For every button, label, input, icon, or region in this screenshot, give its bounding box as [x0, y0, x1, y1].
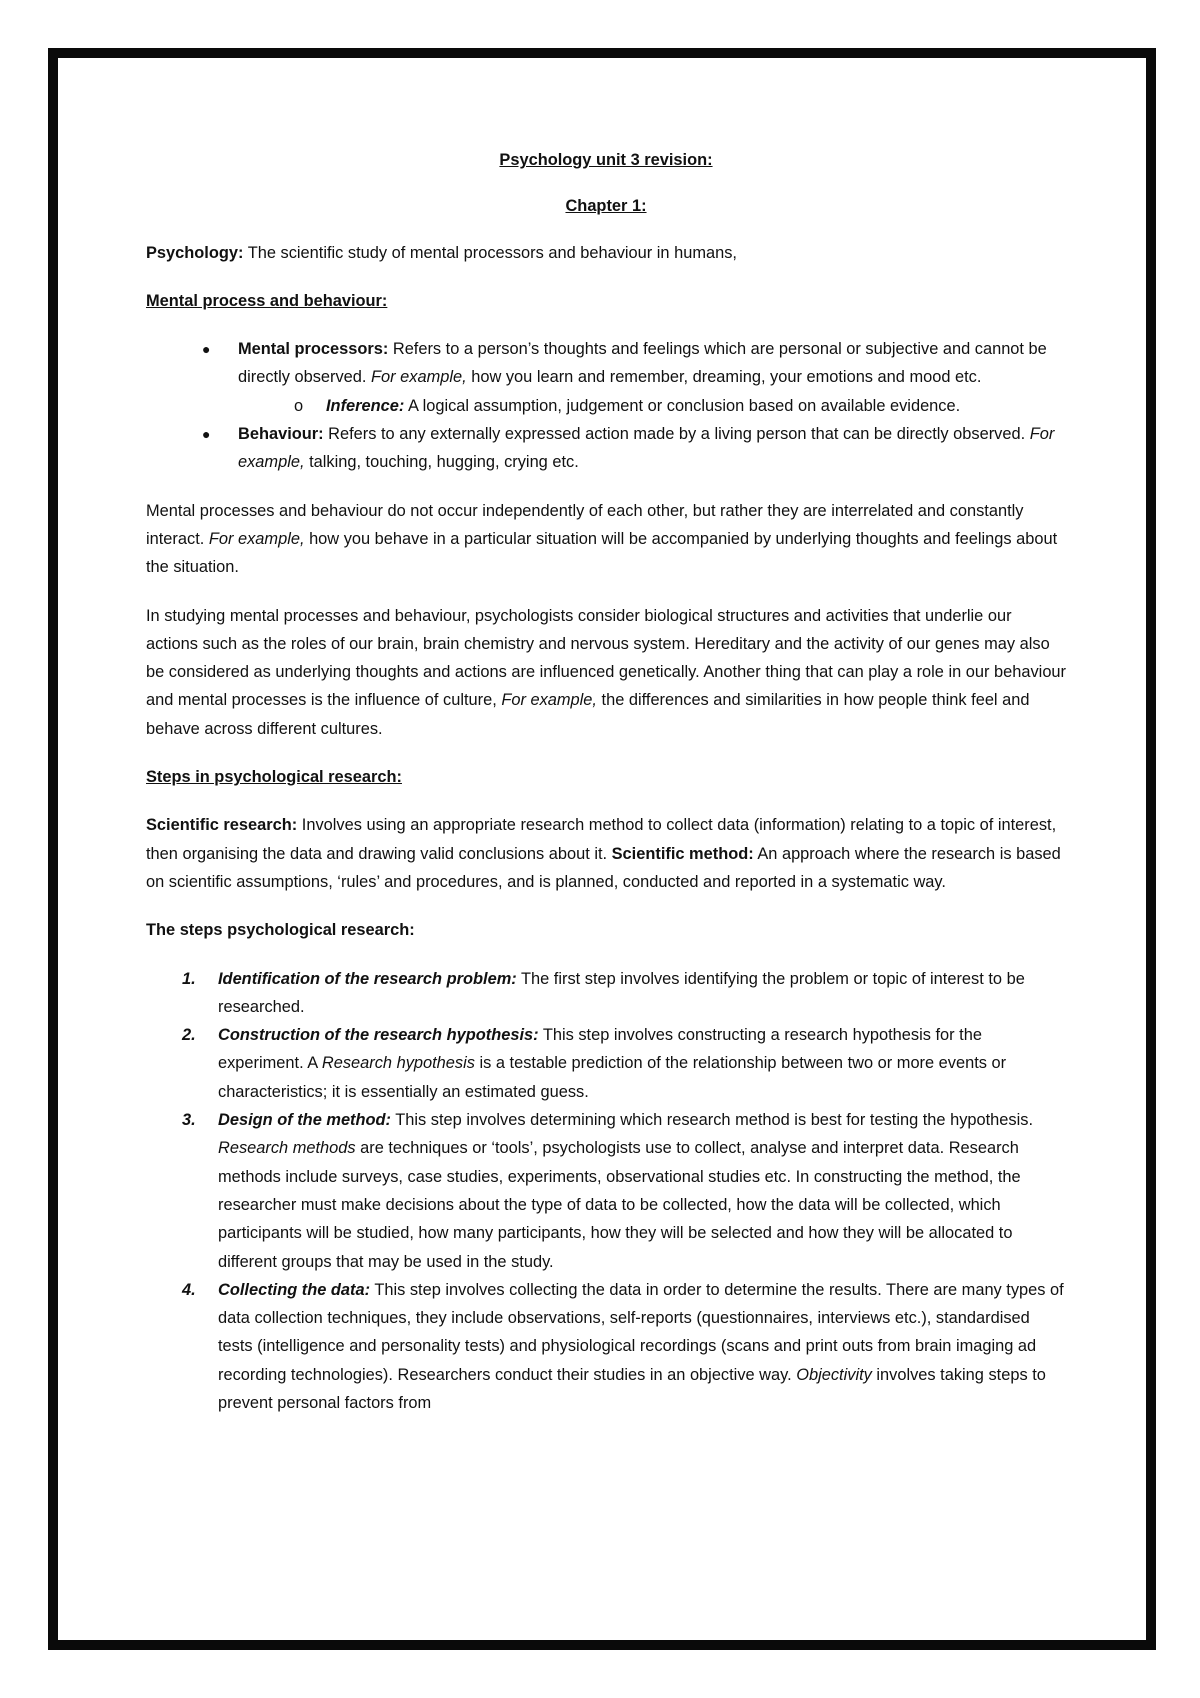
behaviour-term: Behaviour: — [238, 425, 324, 444]
sub-bullet-icon: o — [294, 396, 304, 415]
step-text: This step involves constructing a research hypothesis for the experiment. A — [218, 1026, 982, 1073]
behaviour-text-2: talking, touching, hugging, crying etc. — [304, 453, 579, 472]
paragraph-interrelation — [146, 497, 1066, 582]
paragraph-text-2: the differences and similarities in how people think feel and behave across different cultures. — [146, 691, 1030, 738]
mental-process-heading: Mental process and behaviour: — [146, 291, 388, 310]
list-item-step-1 — [146, 965, 1066, 1022]
step-number: 3. — [182, 1111, 196, 1130]
example-label: For example, — [501, 691, 597, 710]
list-item-step-4 — [146, 1276, 1066, 1417]
psychology-term: Psychology: — [146, 243, 244, 262]
scientific-method-term: Scientific method: — [611, 844, 754, 863]
definition-list — [146, 335, 1066, 476]
step-text-2: is a testable prediction of the relationship between two or more events or characteristics; it is essentially an estimated guess. — [218, 1054, 1007, 1101]
step-number: 4. — [182, 1280, 196, 1299]
step-italic-term: Objectivity — [796, 1365, 872, 1384]
scientific-research-paragraph — [146, 811, 1066, 896]
list-item-step-2 — [146, 1021, 1066, 1106]
step-text: This step involves collecting the data in order to determine the results. There are many types of data collection techniques, they include observations, self-reports (questionnaires, interviews etc.), standardised tests (intelligence and personality tests) and physiological recordings (scans and print outs from brain imaging ad recording technologies). Researchers conduct their studies in an objective way. — [218, 1280, 1064, 1384]
document-body — [146, 146, 1066, 1417]
step-term: Construction of the research hypothesis: — [218, 1026, 539, 1045]
paragraph-text: Mental processes and behaviour do not occur independently of each other, but rather they are interrelated and constantly interact. — [146, 501, 1024, 548]
step-number: 2. — [182, 1026, 196, 1045]
list-item-mental-processors — [146, 335, 1066, 420]
step-term: Collecting the data: — [218, 1280, 371, 1299]
step-italic-term: Research hypothesis — [321, 1054, 475, 1073]
bullet-icon: ● — [202, 426, 211, 443]
psychology-text: The scientific study of mental processors and behaviour in humans, — [243, 243, 737, 262]
list-item-step-3 — [146, 1106, 1066, 1276]
steps-heading: Steps in psychological research: — [146, 768, 402, 787]
mental-processors-term: Mental processors: — [238, 340, 389, 359]
scientific-method-text: An approach where the research is based on scientific assumptions, ‘rules’ and procedures, and is planned, conducted and reported in a systematic way. — [146, 844, 1061, 891]
scientific-research-term: Scientific research: — [146, 816, 298, 835]
step-text-2: are techniques or ‘tools’, psychologists use to collect, analyse and interpret data. Research methods include surveys, case studies, experiments, observational studies etc. In constructing the method, the researcher must make decisions about the type of data to be collected, how the data will be collected, which participants will be studied, how many participants, how they will be selected and how they will be allocated to different groups that may be used in the study. — [218, 1139, 1021, 1271]
paragraph-text-2: how you behave in a particular situation will be accompanied by underlying thoughts and feelings about the situation. — [146, 529, 1058, 577]
scientific-research-text: Involves using an appropriate research method to collect data (information) relating to a topic of interest, then organising the data and drawing valid conclusions about it. — [146, 816, 1057, 863]
step-term: Design of the method: — [218, 1111, 392, 1130]
document-title: Psychology unit 3 revision: — [499, 151, 713, 169]
step-italic-term: Research methods — [218, 1139, 356, 1158]
behaviour-text: Refers to any externally expressed action made by a living person that can be directly observed. — [323, 425, 1030, 444]
psychology-definition — [146, 239, 1066, 267]
inference-text: A logical assumption, judgement or conclusion based on available evidence. — [404, 396, 961, 415]
chapter-heading: Chapter 1: — [565, 197, 647, 216]
step-text-2: involves taking steps to prevent personal factors from — [218, 1365, 1046, 1412]
list-item-behaviour — [146, 420, 1066, 477]
example-label: For example, — [208, 529, 305, 548]
step-text: This step involves determining which research method is best for testing the hypothesis. — [391, 1111, 1034, 1130]
step-term: Identification of the research problem: — [218, 969, 517, 988]
mental-processors-text: Refers to a person’s thoughts and feelings which are personal or subjective and cannot be directly observed. — [238, 340, 1047, 387]
steps-subheading: The steps psychological research: — [146, 921, 415, 940]
list-item-inference — [146, 392, 1066, 420]
paragraph-text: In studying mental processes and behaviour, psychologists consider biological structures and activities that underlie our actions such as the roles of our brain, brain chemistry and nervous system. Hereditary and the activity of our genes may also be considered as underlying thoughts and actions are influenced genetically. Another thing that can play a role in our behaviour and mental processes is the influence of culture, — [146, 606, 1067, 710]
mental-processors-text-2: how you learn and remember, dreaming, your emotions and mood etc. — [466, 368, 982, 387]
paragraph-biology-culture — [146, 602, 1066, 743]
example-label: For example, — [238, 425, 1055, 472]
step-text: The first step involves identifying the problem or topic of interest to be researched. — [218, 969, 1025, 1016]
bullet-icon: ● — [202, 341, 211, 358]
step-number: 1. — [182, 969, 196, 988]
inference-term: Inference: — [326, 396, 405, 415]
steps-list — [146, 965, 1066, 1418]
example-label: For example, — [371, 368, 467, 387]
